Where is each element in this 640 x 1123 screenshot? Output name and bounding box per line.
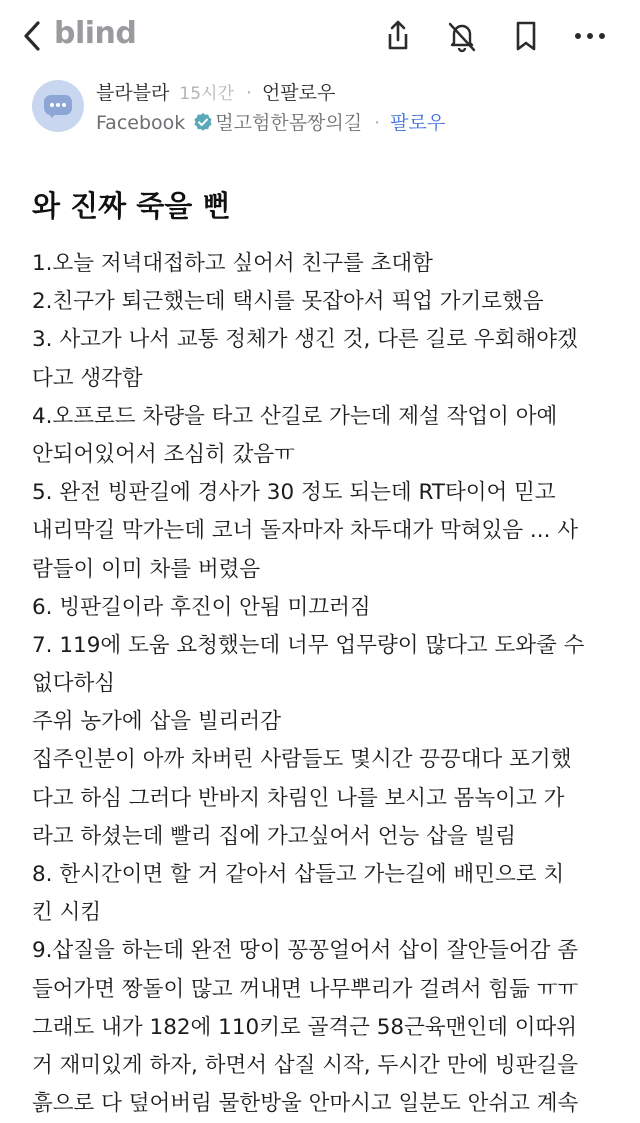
post-line: 집주인분이 아까 차버린 사람들도 몇시간 끙끙대다 포기했: [32, 747, 572, 773]
post-line: 라고 하셨는데 빨리 집에 가고싶어서 언능 삽을 빌림: [32, 823, 516, 849]
post-line: 주위 농가에 삽을 빌리러감: [32, 709, 281, 735]
post-line: 4.오프로드 차량을 타고 산길로 가는데 제설 작업이 아예: [32, 403, 558, 429]
post-line: 흙으로 다 덮어버림 물한방울 안마시고 일분도 안쉬고 계속: [32, 1091, 579, 1117]
unfollow-button[interactable]: 언팔로우: [261, 82, 336, 104]
author-meta-row: [96, 108, 445, 135]
post-content: [32, 245, 616, 1123]
notification-off-icon[interactable]: [442, 16, 482, 56]
more-icon[interactable]: [570, 16, 610, 56]
post-line: 3. 사고가 나서 교통 정체가 생긴 것, 다른 길로 우회해야겠: [32, 327, 578, 353]
post-line: 킨 시킴: [32, 900, 102, 926]
post-line: 2.친구가 퇴근했는데 택시를 못잡아서 픽업 가기로했음: [32, 289, 544, 315]
top-bar: [0, 0, 640, 72]
post-title: 와 진짜 죽을 뻔: [32, 189, 231, 223]
bookmark-icon[interactable]: [506, 16, 546, 56]
author-company[interactable]: Facebook: [96, 112, 186, 134]
back-arrow-icon[interactable]: [18, 18, 48, 54]
post-line: 람들이 이미 차를 버렸음: [32, 556, 261, 582]
post-line: 다고 생각함: [32, 365, 143, 391]
post-line: 없다하심: [32, 671, 116, 697]
post-line: 그래도 내가 182에 110키로 골격근 58근육맨인데 이따위: [32, 1014, 578, 1040]
avatar[interactable]: [32, 80, 84, 132]
post-line: 거 재미있게 하자, 하면서 삽질 시작, 두시간 만에 빙판길을: [32, 1052, 579, 1078]
post-line: 5. 완전 빙판길에 경사가 30 정도 되는데 RT타이어 믿고: [32, 480, 556, 506]
post-line: 6. 빙판길이라 후진이 안됨 미끄러짐: [32, 594, 371, 620]
author-nickname[interactable]: 블라블라: [96, 82, 170, 104]
follow-button[interactable]: 팔로우: [390, 112, 446, 134]
post-line: 안되어있어서 조심히 갔음ㅠ: [32, 441, 295, 467]
verified-badge-icon: [193, 112, 213, 132]
post-line: 7. 119에 도움 요청했는데 너무 업무량이 많다고 도와줄 수: [32, 632, 585, 658]
separator-dot: ·: [245, 82, 252, 104]
post-line: 9.삽질을 하는데 완전 땅이 꽁꽁얼어서 삽이 잘안들어감 좀: [32, 938, 579, 964]
post-time: 15시간: [179, 84, 234, 104]
post-line: 다고 하심 그러다 반바지 차림인 나를 보시고 몸녹이고 가: [32, 785, 565, 811]
post-line: 들어가면 짱돌이 많고 꺼내면 나무뿌리가 걸려서 힘듦 ㅠㅠ: [32, 976, 579, 1002]
author-row: [96, 78, 335, 105]
post-line: 내리막길 막가는데 코너 돌자마자 차두대가 막혀있음 ... 사: [32, 518, 579, 544]
separator-dot: ·: [374, 112, 381, 134]
author-job: 멀고험한몸짱의길: [215, 112, 363, 134]
post-line: 1.오늘 저녁대접하고 싶어서 친구를 초대함: [32, 251, 433, 276]
share-icon[interactable]: [378, 16, 418, 56]
app-logo: blind: [54, 16, 137, 51]
post-line: 8. 한시간이면 할 거 같아서 삽들고 가는길에 배민으로 치: [32, 862, 565, 887]
